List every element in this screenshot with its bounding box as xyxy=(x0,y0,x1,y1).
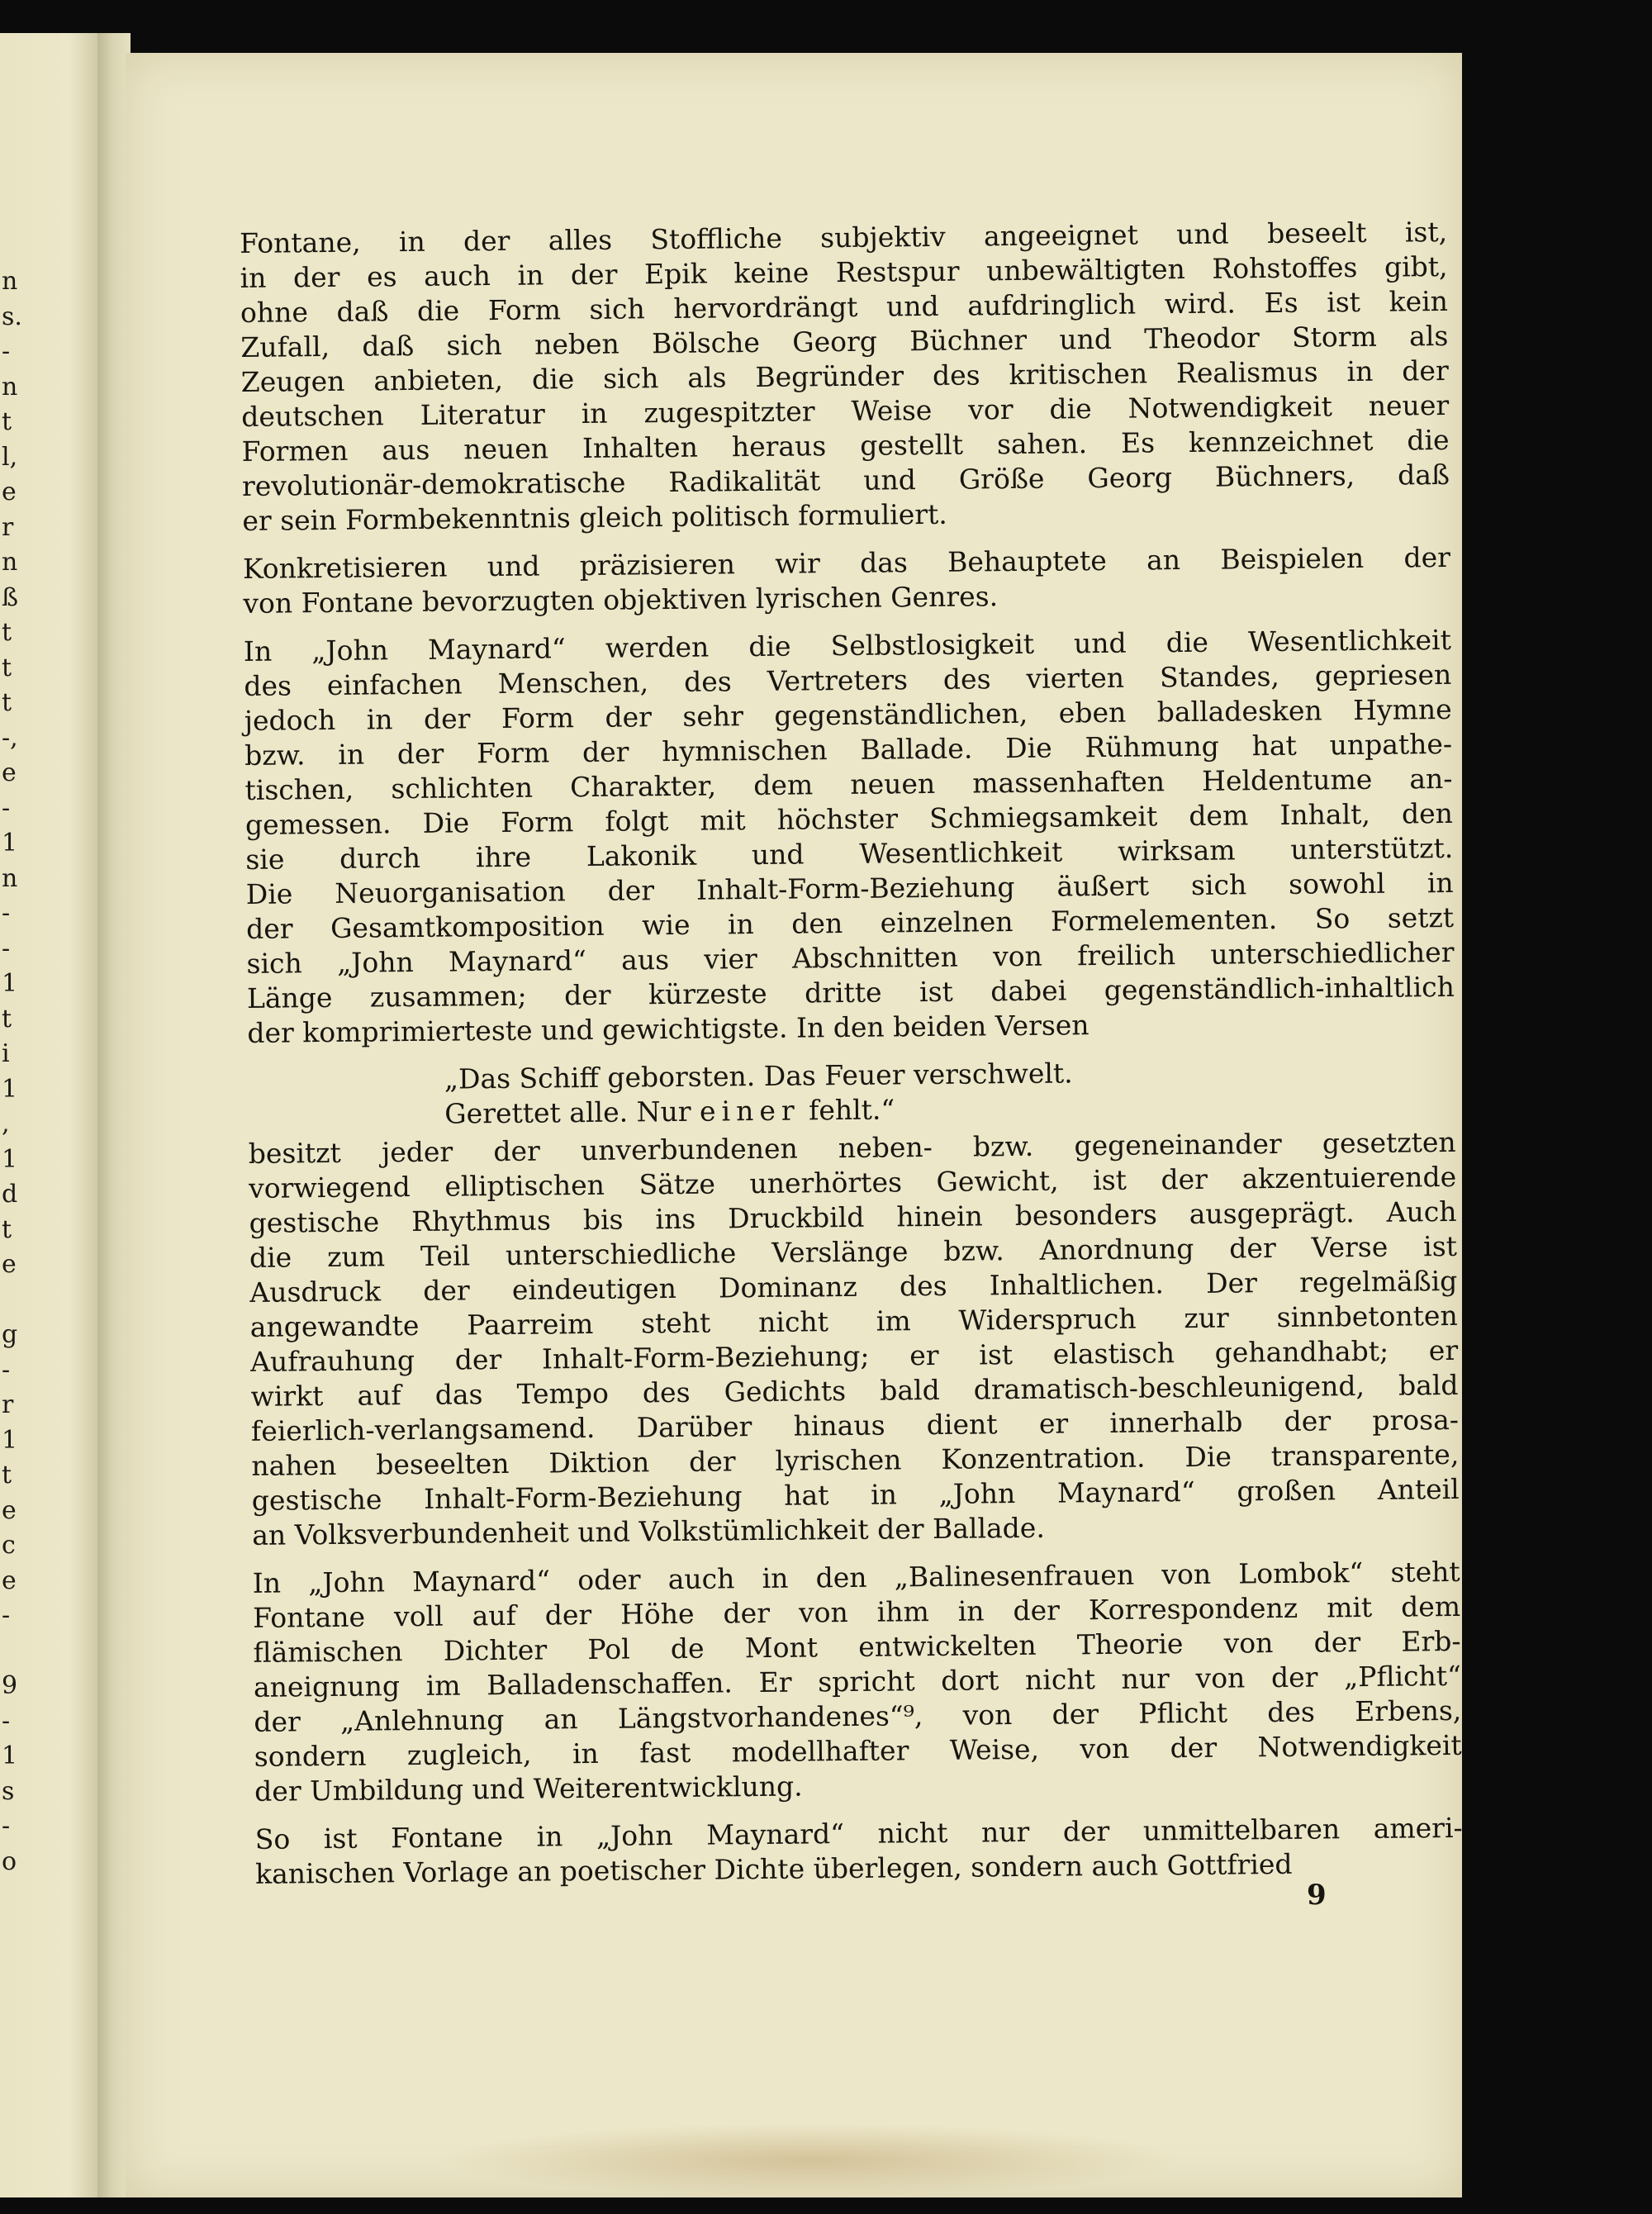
left-page-fragment: 1 xyxy=(2,1074,18,1104)
left-page-fragment: , xyxy=(2,1109,10,1138)
text-line: der komprimierteste und gewichtigste. In den beiden Versen xyxy=(247,1009,1089,1049)
text-line: sie durch ihre Lakonik und Wesentlichkeit wirksam unterstützt. xyxy=(245,831,1454,876)
left-page-fragment: n xyxy=(2,548,18,577)
text-line: So ist Fontane in „John Maynard“ nicht nur der unmittelbaren ameri- xyxy=(254,1811,1463,1855)
text-line: der Gesamtkomposition wie in den einzelnen Formelementen. So setzt xyxy=(245,900,1455,945)
text-line: Konkretisieren und präzisieren wir das Behauptete an Beispielen der xyxy=(242,540,1451,585)
verse-line-2-start: Gerettet alle. Nur xyxy=(444,1095,700,1130)
page-number: 9 xyxy=(1307,1879,1327,1912)
left-page-fragment: n xyxy=(2,267,18,296)
text-line: feierlich-verlangsamend. Darüber hinaus dient er innerhalb der prosa- xyxy=(250,1403,1460,1447)
left-page-fragment: -, xyxy=(2,723,18,753)
left-page-fragment: - xyxy=(2,793,11,823)
paragraph xyxy=(255,1811,1464,1892)
text-line: Aufrauhung der Inhalt-Form-Beziehung; er ist elastisch gehandhabt; er xyxy=(250,1333,1459,1378)
text-line: in der es auch in der Epik keine Restspur unbewältigten Rohstoffes gibt, xyxy=(240,249,1448,294)
verse-quote xyxy=(444,1052,1456,1132)
left-page-fragment: i xyxy=(2,1039,10,1068)
left-page-fragment: - xyxy=(2,1355,11,1385)
page-stain xyxy=(439,2123,1183,2197)
left-page-fragment: s. xyxy=(2,302,22,331)
text-line: nahen beseelten Diktion der lyrischen Konzentration. Die transparente, xyxy=(251,1437,1460,1482)
left-page-fragment: 1 xyxy=(2,1425,18,1455)
text-line: die zum Teil unterschiedliche Verslänge bzw. Anordnung der Verse ist xyxy=(249,1229,1458,1274)
paragraph xyxy=(253,1555,1463,1809)
left-page-fragment: c xyxy=(2,1531,16,1560)
text-line: Fontane voll auf der Höhe der von ihm in der Korrespondenz mit dem xyxy=(252,1589,1461,1634)
text-line: er sein Formbekenntnis gleich politisch formuliert. xyxy=(242,497,947,537)
text-line: aneignung im Balladenschaffen. Er spricht dort nicht nur von der „Pflicht“ xyxy=(253,1659,1462,1703)
left-page-fragment: g xyxy=(2,1320,18,1349)
left-page-fragment: l, xyxy=(2,442,18,472)
verse-emphasis: einer xyxy=(699,1094,800,1128)
left-page-fragment: 1 xyxy=(2,1144,18,1174)
left-page-fragment: 9 xyxy=(2,1671,18,1700)
text-line: Fontane, in der alles Stoffliche subjektiv angeeignet und beseelt ist, xyxy=(240,215,1448,259)
left-page-fragment: - xyxy=(2,1706,11,1736)
text-line: bzw. in der Form der hymnischen Ballade. Die Rühmung hat unpathe- xyxy=(244,727,1453,772)
text-line: Die Neuorganisation der Inhalt-Form-Beziehung äußert sich sowohl in xyxy=(245,866,1454,910)
text-line: In „John Maynard“ oder auch in den „Balinesenfrauen von Lombok“ steht xyxy=(252,1555,1460,1599)
text-line: gestische Inhalt-Form-Beziehung hat in „John Maynard“ großen Anteil xyxy=(251,1472,1460,1517)
left-page-fragment: 1 xyxy=(2,1741,18,1770)
text-line: von Fontane bevorzugten objektiven lyrischen Genres. xyxy=(243,580,999,620)
left-page-fragment: n xyxy=(2,863,18,893)
left-page-fragment xyxy=(2,1634,23,1670)
paragraph xyxy=(249,1125,1460,1553)
book-page xyxy=(126,53,1462,2197)
text-line: des einfachen Menschen, des Vertreters des vierten Standes, gepriesen xyxy=(244,658,1452,702)
text-line: Formen aus neuen Inhalten heraus gestellt sahen. Es kennzeichnet die xyxy=(241,423,1450,468)
text-line: In „John Maynard“ werden die Selbstlosigkeit und die Wesentlichkeit xyxy=(243,623,1452,668)
page-body xyxy=(240,215,1463,1905)
text-line: an Volksverbundenheit und Volkstümlichkeit der Ballade. xyxy=(252,1511,1046,1551)
verse-line-2-end: fehlt.“ xyxy=(800,1093,895,1127)
text-line: sich „John Maynard“ aus vier Abschnitten von freilich unterschiedlicher xyxy=(246,935,1455,980)
left-page-fragment: 1 xyxy=(2,829,18,858)
left-page-fragment: t xyxy=(2,688,12,717)
left-page-fragment: e xyxy=(2,1565,17,1595)
left-page-fragment: t xyxy=(2,1461,12,1489)
left-page-fragment: - xyxy=(2,899,11,928)
left-page-fragment: d xyxy=(2,1180,18,1209)
text-line: Zeugen anbieten, die sich als Begründer des kritischen Realismus in der xyxy=(240,354,1449,398)
left-page-fragment: t xyxy=(2,407,12,436)
text-line: gemessen. Die Form folgt mit höchster Schmiegsamkeit dem Inhalt, den xyxy=(244,796,1454,841)
text-line: jedoch in der Form der sehr gegenständlichen, eben balladesken Hymne xyxy=(244,692,1452,737)
paragraph xyxy=(244,623,1455,1051)
text-line: vorwiegend elliptischen Sätze unerhörtes Gewicht, ist der akzentuierende xyxy=(248,1160,1457,1204)
text-line: flämischen Dichter Pol de Mont entwickelten Theorie von der Erb- xyxy=(253,1624,1461,1669)
left-page-fragment: e xyxy=(2,1495,17,1525)
text-line: Ausdruck der eindeutigen Dominanz des Inhaltlichen. Der regelmäßig xyxy=(249,1264,1458,1309)
left-page-fragment: t xyxy=(2,1214,12,1244)
left-page-fragment: - xyxy=(2,1812,11,1841)
text-line: revolutionär-demokratische Radikalität und Größe Georg Büchners, daß xyxy=(241,458,1450,502)
paragraph xyxy=(240,215,1450,539)
left-page-fragment xyxy=(2,1283,23,1318)
text-line: der Umbildung und Weiterentwicklung. xyxy=(254,1770,803,1808)
text-line: gestische Rhythmus bis ins Druckbild hinein besonders ausgeprägt. Auch xyxy=(249,1195,1457,1239)
left-page-fragment: t xyxy=(2,653,12,682)
text-line: Länge zusammen; der kürzeste dritte ist dabei gegenständlich-inhaltlich xyxy=(246,970,1455,1014)
left-page-fragment: e xyxy=(2,477,17,506)
left-page-fragment: t xyxy=(2,618,12,647)
left-page-fragment: t xyxy=(2,1004,12,1033)
text-line: wirkt auf das Tempo des Gedichts bald dramatisch-beschleunigend, bald xyxy=(250,1368,1459,1413)
paragraph xyxy=(243,540,1451,621)
left-page-fragment: - xyxy=(2,337,11,366)
left-page-fragment: 1 xyxy=(2,969,18,998)
text-line: Zufall, daß sich neben Bölsche Georg Büchner und Theodor Storm als xyxy=(240,319,1449,363)
paragraphs-before-verse xyxy=(240,215,1455,1051)
left-page-fragment: e xyxy=(2,758,17,787)
text-line: kanischen Vorlage an poetischer Dichte überlegen, sondern auch Gottfried xyxy=(254,1847,1293,1890)
text-line: ohne daß die Form sich hervordrängt und aufdringlich wird. Es ist kein xyxy=(240,284,1449,329)
text-line: sondern zugleich, in fast modellhafter Weise, von der Notwendigkeit xyxy=(254,1728,1462,1773)
text-line: angewandte Paarreim steht nicht im Widerspruch zur sinnbetonten xyxy=(249,1299,1458,1343)
left-page-fragment: e xyxy=(2,1250,17,1279)
left-page-fragment: n xyxy=(2,372,18,401)
left-page-fragment: - xyxy=(2,1601,11,1630)
text-line: besitzt jeder der unverbundenen neben- bzw. gegeneinander gesetzten xyxy=(248,1125,1456,1170)
verse-line-1: „Das Schiff geborsten. Das Feuer verschwelt. xyxy=(444,1057,1073,1095)
left-page-fragment: r xyxy=(2,1390,14,1419)
left-page-fragment: - xyxy=(2,934,11,963)
paragraphs-after-verse xyxy=(249,1125,1464,1892)
left-page-text-fragments xyxy=(2,264,23,1879)
text-line: der „Anlehnung an Längstvorhandenes“⁹, von der Pflicht des Erbens, xyxy=(254,1694,1462,1738)
left-page-fragment: s xyxy=(2,1776,15,1806)
text-line: deutschen Literatur in zugespitzter Weise vor die Notwendigkeit neuer xyxy=(241,388,1450,433)
left-page-fragment: r xyxy=(2,512,14,542)
text-line: tischen, schlichten Charakter, dem neuen massenhaften Heldentume an- xyxy=(244,762,1453,806)
left-page-fragment: o xyxy=(2,1846,17,1876)
left-page-fragment: ß xyxy=(2,582,19,612)
left-page-edge xyxy=(0,33,99,2197)
